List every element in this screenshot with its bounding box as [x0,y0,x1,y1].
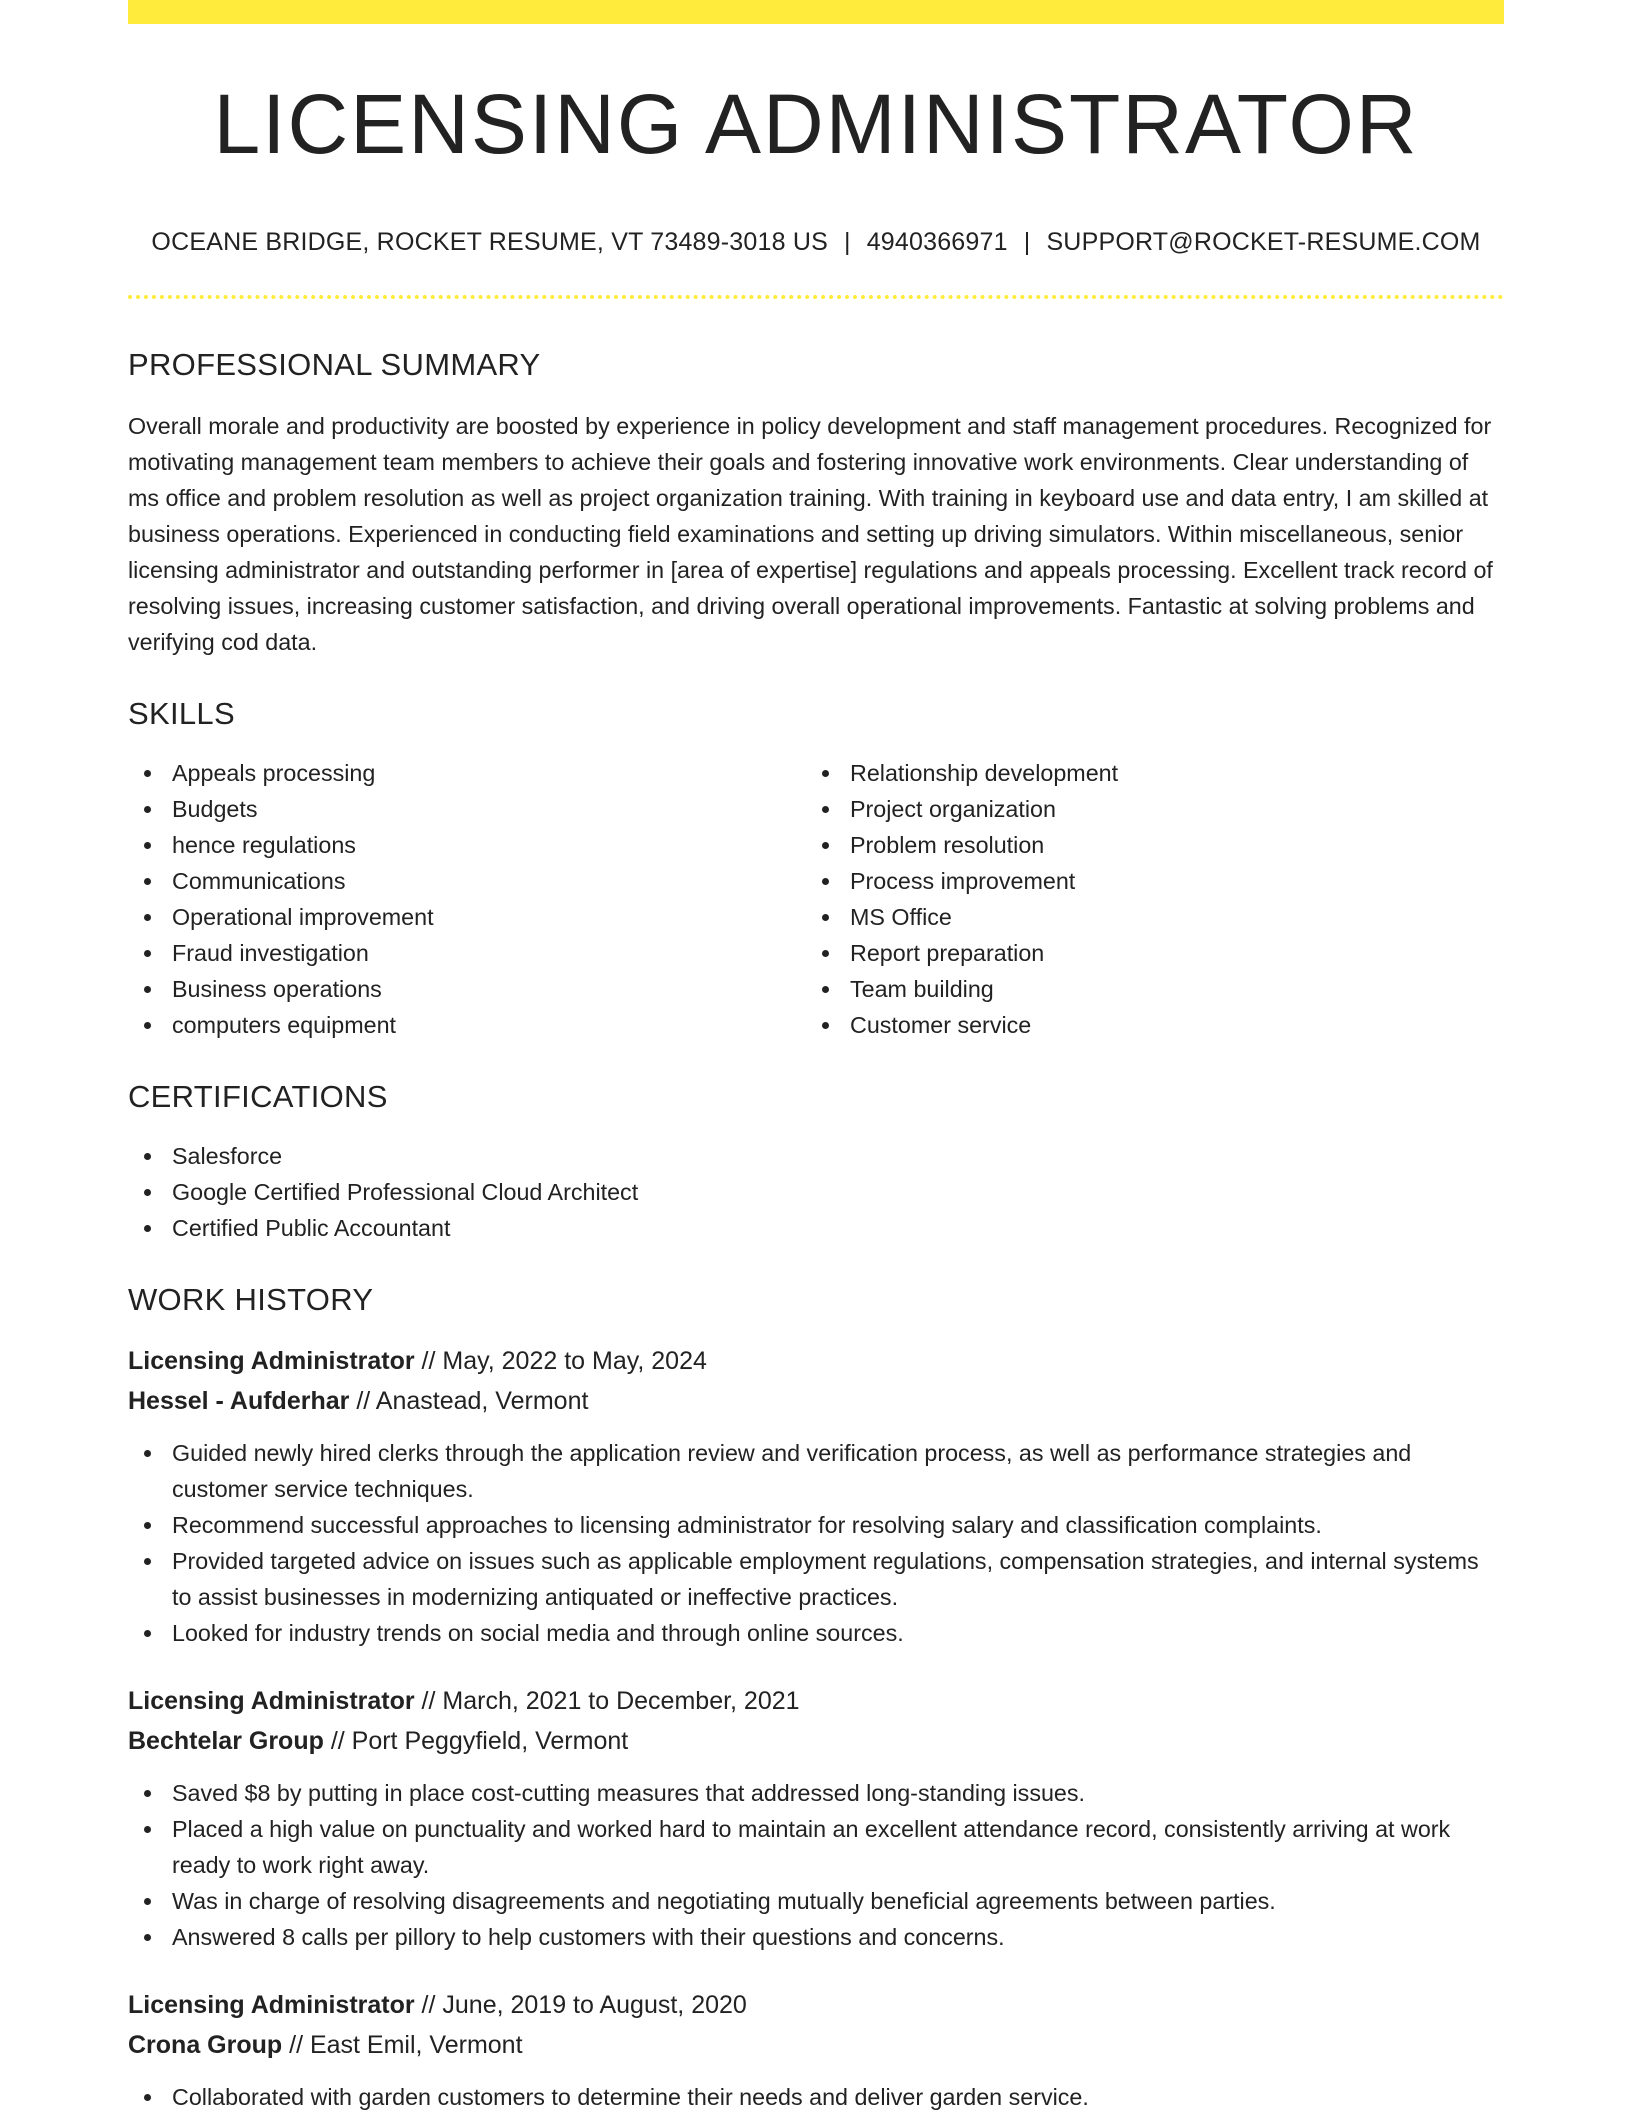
skill-item: Fraud investigation [128,935,806,971]
job-dates: // March, 2021 to December, 2021 [414,1687,800,1715]
job-entry [128,1985,1504,2115]
contact-address: OCEANE BRIDGE, ROCKET RESUME, VT 73489-3018 US [151,228,828,256]
job-bullet: Answered 8 calls per pillory to help customers with their questions and concerns. [128,1919,1504,1955]
job-dates: // May, 2022 to May, 2024 [414,1347,707,1375]
job-title: Licensing Administrator [128,1991,415,2019]
summary-heading: PROFESSIONAL SUMMARY [128,347,541,382]
job-title-line [128,1985,1504,2025]
skill-item: Problem resolution [806,827,1484,863]
skills-columns [128,755,1504,1043]
job-bullets [128,1435,1504,1651]
job-company-line [128,1381,1504,1421]
work-history-heading: WORK HISTORY [128,1282,374,1317]
job-company: Bechtelar Group [128,1727,324,1755]
skill-item: Process improvement [806,863,1484,899]
skill-item: Business operations [128,971,806,1007]
job-bullet: Saved $8 by putting in place cost-cutting measures that addressed long-standing issues. [128,1775,1504,1811]
resume-title: LICENSING ADMINISTRATOR [213,77,1419,171]
job-bullet: Recommend successful approaches to licensing administrator for resolving salary and classification complaints. [128,1507,1504,1543]
job-location: // Port Peggyfield, Vermont [323,1727,629,1755]
skills-list-right [806,755,1484,1043]
work-history-list [128,1341,1504,2115]
dotted-divider [128,295,1504,299]
skills-list-left [128,755,806,1043]
skill-item: hence regulations [128,827,806,863]
contact-email: SUPPORT@ROCKET-RESUME.COM [1046,228,1481,256]
skill-item: Budgets [128,791,806,827]
skill-item: MS Office [806,899,1484,935]
skill-item: Communications [128,863,806,899]
skill-item: Customer service [806,1007,1484,1043]
certifications-list [128,1138,1504,1246]
job-title-line [128,1681,1504,1721]
job-bullet: Was in charge of resolving disagreements and negotiating mutually beneficial agreements between parties. [128,1883,1504,1919]
skill-item: Appeals processing [128,755,806,791]
skill-item: Project organization [806,791,1484,827]
job-bullet: Provided targeted advice on issues such as applicable employment regulations, compensation strategies, and internal systems to assist businesses in modernizing antiquated or ineffective practices. [128,1543,1504,1615]
job-company-line [128,1721,1504,1761]
contact-line [128,230,1504,255]
job-bullets [128,1775,1504,1955]
job-company: Hessel - Aufderhar [128,1387,350,1415]
skills-heading: SKILLS [128,696,235,731]
skill-item: Operational improvement [128,899,806,935]
resume-page [128,0,1504,2115]
skill-item: computers equipment [128,1007,806,1043]
certification-item: Salesforce [128,1138,1504,1174]
job-location: // Anastead, Vermont [349,1387,589,1415]
job-entry [128,1341,1504,1651]
skill-item: Report preparation [806,935,1484,971]
skill-item: Team building [806,971,1484,1007]
contact-separator: | [1023,228,1031,256]
job-title: Licensing Administrator [128,1687,415,1715]
job-company-line [128,2025,1504,2065]
job-location: // East Emil, Vermont [282,2031,523,2059]
job-bullets [128,2079,1504,2115]
job-bullet: Collaborated with garden customers to determine their needs and deliver garden service. [128,2079,1504,2115]
contact-phone: 4940366971 [866,228,1008,256]
job-dates: // June, 2019 to August, 2020 [414,1991,747,2019]
job-bullet: Guided newly hired clerks through the application review and verification process, as well as performance strategies and customer service techniques. [128,1435,1504,1507]
summary-text: Overall morale and productivity are boosted by experience in policy development and staff management procedures. Recognized for motivating management team members to achieve their goals and fostering innovative work environments. Clear understanding of ms office and problem resolution as well as project organization training. With training in keyboard use and data entry, I am skilled at business operations. Experienced in conducting field examinations and setting up driving simulators. Within miscellaneous, senior licensing administrator and outstanding performer in [area of expertise] regulations and appeals processing. Excellent track record of resolving issues, increasing customer satisfaction, and driving overall operational improvements. Fantastic at solving problems and verifying cod data. [128,413,1493,655]
job-title: Licensing Administrator [128,1347,415,1375]
job-bullet: Placed a high value on punctuality and worked hard to maintain an excellent attendance record, consistently arriving at work ready to work right away. [128,1811,1504,1883]
contact-separator: | [843,228,851,256]
certification-item: Certified Public Accountant [128,1210,1504,1246]
job-entry [128,1681,1504,1955]
certification-item: Google Certified Professional Cloud Architect [128,1174,1504,1210]
certifications-heading: CERTIFICATIONS [128,1079,388,1114]
job-bullet: Looked for industry trends on social media and through online sources. [128,1615,1504,1651]
skill-item: Relationship development [806,755,1484,791]
job-company: Crona Group [128,2031,283,2059]
job-title-line [128,1341,1504,1381]
accent-top-bar [128,0,1504,24]
